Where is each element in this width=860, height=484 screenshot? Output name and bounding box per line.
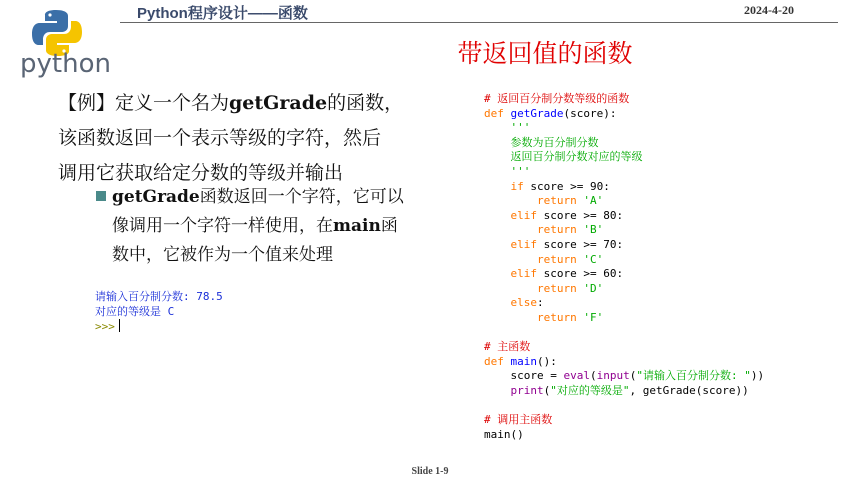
code-docstring: ''' (484, 121, 531, 135)
code-blank-line (484, 326, 764, 341)
code-line: else: (484, 296, 544, 310)
intro-line-2: 该函数返回一个表示等级的字符，然后 (58, 127, 382, 149)
code-line: return 'F' (484, 310, 604, 324)
shell-prompt-line (95, 319, 223, 334)
code-comment: # 返回百分制分数等级的函数 (484, 92, 630, 105)
code-line: elif score >= 80: (484, 208, 624, 222)
code-line: main() (484, 427, 524, 441)
shell-output (95, 289, 223, 334)
slide-title: 带返回值的函数 (457, 39, 633, 68)
bullet-square-icon (96, 191, 106, 201)
slide-number: Slide 1-9 (411, 466, 449, 477)
text-cursor (119, 319, 120, 332)
code-line: return 'C' (484, 252, 604, 266)
intro-line-3: 调用它获取给定分数的等级并输出 (58, 162, 344, 184)
code-line: return 'D' (484, 281, 604, 295)
code-line: return 'B' (484, 223, 604, 237)
code-line: if score >= 90: (484, 179, 610, 193)
header-divider (120, 22, 838, 23)
shell-line-input: 请输入百分制分数: 78.5 (95, 290, 223, 303)
logo-wordmark: python (20, 49, 111, 78)
code-listing (484, 92, 764, 442)
code-docstring: 返回百分制分数对应的等级 (484, 150, 643, 164)
code-docstring: ''' (484, 164, 531, 178)
shell-line-result: 对应的等级是 C (95, 305, 175, 318)
intro-paragraph (58, 86, 458, 191)
code-blank-line (484, 398, 764, 413)
slide-date: 2024-4-20 (744, 3, 794, 17)
code-line: def main(): (484, 354, 557, 368)
code-line: return 'A' (484, 194, 604, 208)
code-line: elif score >= 70: (484, 237, 624, 251)
intro-line-1: 【例】定义一个名为getGrade的函数， (58, 92, 404, 114)
code-comment: # 主函数 (484, 340, 531, 354)
code-comment: # 调用主函数 (484, 413, 553, 427)
code-line: print("对应的等级是", getGrade(score)) (484, 383, 749, 397)
code-docstring: 参数为百分制分数 (484, 135, 599, 149)
code-line: score = eval(input("请输入百分制分数: ")) (484, 369, 765, 383)
course-title: Python程序设计——函数 (137, 5, 308, 22)
code-line: def getGrade(score): (484, 106, 617, 120)
shell-prompt: >>> (95, 320, 115, 333)
code-line: elif score >= 60: (484, 267, 624, 281)
bullet-point: getGrade函数返回一个字符，它可以 像调用一个字符一样使用，在main函 数中，它被作为一个值来处理 (96, 183, 456, 270)
